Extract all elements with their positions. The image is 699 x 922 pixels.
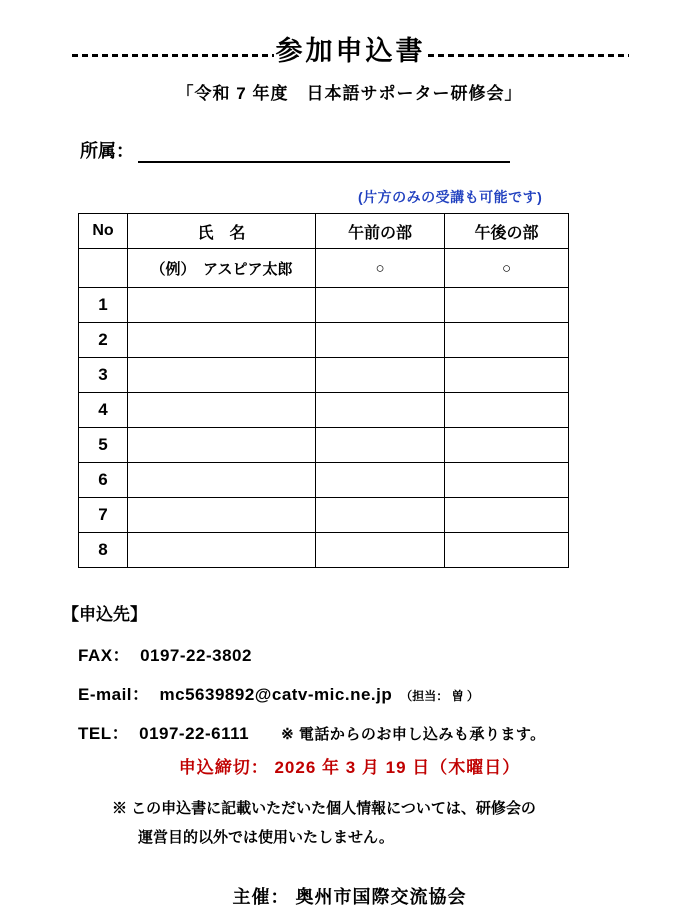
name-cell	[128, 498, 316, 533]
table-row	[79, 498, 569, 533]
morning-cell	[316, 393, 445, 428]
row-number: 8	[79, 533, 128, 568]
header-morning: 午前の部	[316, 214, 445, 249]
phone-application-note: ※ 電話からのお申し込みも承ります。	[281, 726, 546, 743]
morning-cell	[316, 533, 445, 568]
affiliation-label: 所属：	[80, 141, 134, 161]
name-cell	[128, 533, 316, 568]
morning-cell	[316, 463, 445, 498]
tel-number: 0197-22-6111	[139, 724, 250, 743]
example-morning-cell: ○	[316, 249, 445, 288]
email-address: mc5639892@catv-mic.ne.jp	[159, 685, 393, 704]
name-cell	[128, 393, 316, 428]
afternoon-cell	[445, 498, 569, 533]
header-name: 氏 名	[128, 214, 316, 249]
name-cell	[128, 323, 316, 358]
row-number: 5	[79, 428, 128, 463]
afternoon-cell	[445, 463, 569, 498]
example-no-cell	[79, 249, 128, 288]
example-row	[79, 249, 569, 288]
dash-line-right	[428, 54, 630, 57]
name-cell	[128, 288, 316, 323]
header-no: No	[79, 214, 128, 249]
event-subtitle: 「令和 7 年度 日本語サポーター研修会」	[176, 84, 523, 103]
optional-attendance-note: (片方のみの受講も可能です)	[358, 189, 543, 205]
privacy-note-line1: ※ この申込書に記載いただいた個人情報については、研修会の	[112, 800, 536, 817]
morning-cell	[316, 288, 445, 323]
fax-label: FAX：	[78, 646, 131, 665]
morning-cell	[316, 323, 445, 358]
tel-line	[78, 719, 546, 744]
privacy-note	[112, 794, 536, 852]
fax-number: 0197-22-3802	[140, 646, 252, 665]
table-row	[79, 358, 569, 393]
afternoon-cell	[445, 393, 569, 428]
name-cell	[128, 428, 316, 463]
application-deadline: 申込締切： 2026 年 3 月 19 日（木曜日）	[178, 758, 521, 777]
row-number: 7	[79, 498, 128, 533]
email-label: E-mail：	[78, 685, 150, 704]
row-number: 2	[79, 323, 128, 358]
table-row	[79, 533, 569, 568]
row-number: 3	[79, 358, 128, 393]
row-number: 4	[79, 393, 128, 428]
morning-cell	[316, 498, 445, 533]
morning-cell	[316, 428, 445, 463]
row-number: 1	[79, 288, 128, 323]
affiliation-row	[80, 137, 510, 163]
fax-line	[78, 641, 252, 666]
tel-label: TEL：	[78, 724, 130, 743]
row-number: 6	[79, 463, 128, 498]
afternoon-cell	[445, 323, 569, 358]
dash-line-left	[72, 54, 274, 57]
example-afternoon-cell: ○	[445, 249, 569, 288]
organizer-footer: 主催： 奥州市国際交流協会	[232, 887, 467, 907]
contact-section-heading: 【申込先】	[62, 605, 147, 624]
afternoon-cell	[445, 358, 569, 393]
form-title-row	[72, 28, 629, 68]
example-name-cell: （例） アスピア太郎	[128, 249, 316, 288]
afternoon-cell	[445, 288, 569, 323]
page-title: 参加申込書	[275, 35, 426, 66]
table-row	[79, 393, 569, 428]
table-row	[79, 428, 569, 463]
afternoon-cell	[445, 428, 569, 463]
privacy-note-line2: 運営目的以外では使用いたしません。	[138, 829, 394, 846]
affiliation-blank-line	[138, 141, 510, 163]
participants-table	[78, 213, 569, 568]
morning-cell	[316, 358, 445, 393]
name-cell	[128, 358, 316, 393]
table-header-row	[79, 214, 569, 249]
header-afternoon: 午後の部	[445, 214, 569, 249]
email-line	[78, 680, 479, 705]
afternoon-cell	[445, 533, 569, 568]
table-row	[79, 323, 569, 358]
name-cell	[128, 463, 316, 498]
table-row	[79, 463, 569, 498]
table-row	[79, 288, 569, 323]
email-contact-person-note: （担当： 曽 ）	[400, 689, 479, 703]
